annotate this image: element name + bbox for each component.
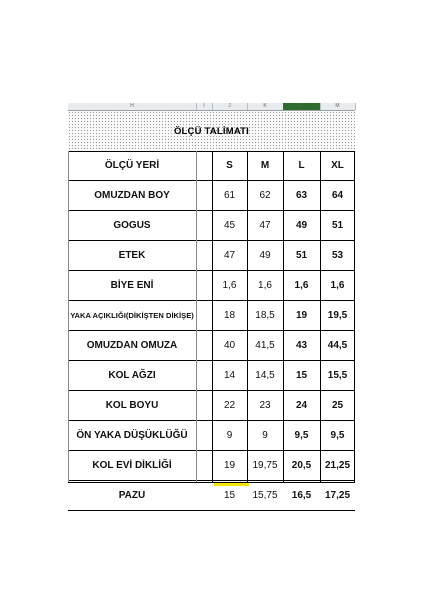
size-xl-cell[interactable]: 15,5 xyxy=(327,370,348,381)
size-s-cell[interactable]: 22 xyxy=(223,400,236,411)
size-s-cell[interactable]: 9 xyxy=(226,430,233,441)
size-s-cell[interactable]: 19 xyxy=(223,460,236,471)
size-l-cell[interactable]: 16,5 xyxy=(291,490,312,501)
header-size-m[interactable]: M xyxy=(260,160,270,171)
highlighted-cell[interactable] xyxy=(214,483,249,486)
header-size-l[interactable]: L xyxy=(298,160,305,171)
size-s-cell[interactable]: 40 xyxy=(223,340,236,351)
measure-name-cell[interactable]: YAKA AÇIKLIĞI(DİKİŞTEN DİKİŞE) xyxy=(70,311,194,320)
size-s-cell[interactable]: 18 xyxy=(223,310,236,321)
size-m-cell[interactable]: 18,5 xyxy=(255,310,275,321)
size-m-cell[interactable]: 47 xyxy=(259,220,271,231)
measure-name-cell[interactable]: KOL EVİ DİKLİĞİ xyxy=(92,460,172,471)
grid-line xyxy=(196,151,197,482)
size-m-cell[interactable]: 15,75 xyxy=(252,490,278,501)
measure-name-cell[interactable]: KOL AĞZI xyxy=(108,370,156,381)
column-header-bar xyxy=(68,103,355,111)
size-m-cell[interactable]: 49 xyxy=(259,250,271,261)
size-s-cell[interactable]: 61 xyxy=(223,190,236,201)
measure-name-cell[interactable]: BİYE ENİ xyxy=(110,280,154,291)
header-measure-place[interactable]: ÖLÇÜ YERİ xyxy=(104,160,160,171)
size-l-cell[interactable]: 20,5 xyxy=(291,460,312,471)
grid-line xyxy=(68,151,69,482)
size-l-cell[interactable]: 9,5 xyxy=(294,430,309,441)
table-row xyxy=(68,481,355,511)
grid-line xyxy=(320,151,321,482)
measure-name-cell[interactable]: ETEK xyxy=(118,250,146,261)
empty-cell[interactable] xyxy=(196,391,212,420)
empty-cell[interactable] xyxy=(196,481,212,510)
size-l-cell[interactable]: 24 xyxy=(295,400,308,411)
column-header[interactable]: J xyxy=(212,103,248,110)
empty-cell[interactable] xyxy=(196,211,212,240)
column-header-selected[interactable]: L xyxy=(283,103,321,110)
size-m-cell[interactable]: 41,5 xyxy=(255,340,275,351)
size-l-cell[interactable]: 15 xyxy=(295,370,308,381)
size-xl-cell[interactable]: 9,5 xyxy=(330,430,345,441)
size-s-cell[interactable]: 47 xyxy=(223,250,236,261)
measure-name-cell[interactable]: OMUZDAN BOY xyxy=(94,190,170,201)
size-m-cell[interactable]: 23 xyxy=(259,400,271,411)
empty-cell[interactable] xyxy=(196,451,212,480)
size-l-cell[interactable]: 1,6 xyxy=(294,280,309,291)
empty-cell[interactable] xyxy=(196,361,212,390)
grid-line xyxy=(354,151,355,482)
size-l-cell[interactable]: 43 xyxy=(295,340,308,351)
column-header[interactable]: I xyxy=(196,103,213,110)
header-size-xl[interactable]: XL xyxy=(331,160,344,171)
size-xl-cell[interactable]: 19,5 xyxy=(327,310,348,321)
size-l-cell[interactable]: 51 xyxy=(295,250,308,261)
size-s-cell[interactable]: 14 xyxy=(223,370,236,381)
size-chart-sheet xyxy=(68,103,355,501)
empty-cell[interactable] xyxy=(196,331,212,360)
empty-cell[interactable] xyxy=(196,301,212,330)
size-m-cell[interactable]: 9 xyxy=(262,430,268,441)
size-s-cell[interactable]: 1,6 xyxy=(222,280,237,291)
size-xl-cell[interactable]: 25 xyxy=(331,400,344,411)
grid-bottom-line xyxy=(68,482,355,483)
grid-line xyxy=(212,151,213,482)
size-xl-cell[interactable]: 53 xyxy=(331,250,344,261)
size-xl-cell[interactable]: 17,25 xyxy=(324,490,351,501)
empty-cell[interactable] xyxy=(196,241,212,270)
measure-name-cell[interactable]: GOGUS xyxy=(113,220,151,231)
column-header[interactable]: M xyxy=(320,103,356,110)
measure-name-cell[interactable]: PAZU xyxy=(118,490,146,501)
size-l-cell[interactable]: 49 xyxy=(295,220,308,231)
empty-cell[interactable] xyxy=(196,181,212,210)
column-header[interactable]: H xyxy=(68,103,197,110)
empty-cell[interactable] xyxy=(196,421,212,450)
size-xl-cell[interactable]: 1,6 xyxy=(330,280,345,291)
measure-name-cell[interactable]: ÖN YAKA DÜŞÜKLÜĞÜ xyxy=(76,430,188,441)
size-s-cell[interactable]: 45 xyxy=(223,220,236,231)
size-xl-cell[interactable]: 44,5 xyxy=(327,340,348,351)
grid-line xyxy=(247,151,248,482)
size-m-cell[interactable]: 14,5 xyxy=(255,370,275,381)
size-m-cell[interactable]: 62 xyxy=(259,190,271,201)
size-l-cell[interactable]: 63 xyxy=(295,190,308,201)
measure-name-cell[interactable]: KOL BOYU xyxy=(105,400,159,411)
empty-cell[interactable] xyxy=(196,151,212,180)
size-s-cell[interactable]: 15 xyxy=(223,490,236,501)
size-xl-cell[interactable]: 51 xyxy=(331,220,344,231)
empty-cell[interactable] xyxy=(196,271,212,300)
size-l-cell[interactable]: 19 xyxy=(295,310,308,321)
sheet-title: ÖLÇÜ TALİMATI xyxy=(173,125,250,137)
size-m-cell[interactable]: 19,75 xyxy=(252,460,278,471)
title-cell[interactable] xyxy=(68,111,355,152)
size-xl-cell[interactable]: 21,25 xyxy=(324,460,351,471)
size-m-cell[interactable]: 1,6 xyxy=(258,280,272,291)
grid-line xyxy=(283,151,284,482)
measure-name-cell[interactable]: OMUZDAN OMUZA xyxy=(86,340,178,351)
column-header[interactable]: K xyxy=(247,103,284,110)
header-size-s[interactable]: S xyxy=(226,160,233,171)
size-xl-cell[interactable]: 64 xyxy=(331,190,344,201)
